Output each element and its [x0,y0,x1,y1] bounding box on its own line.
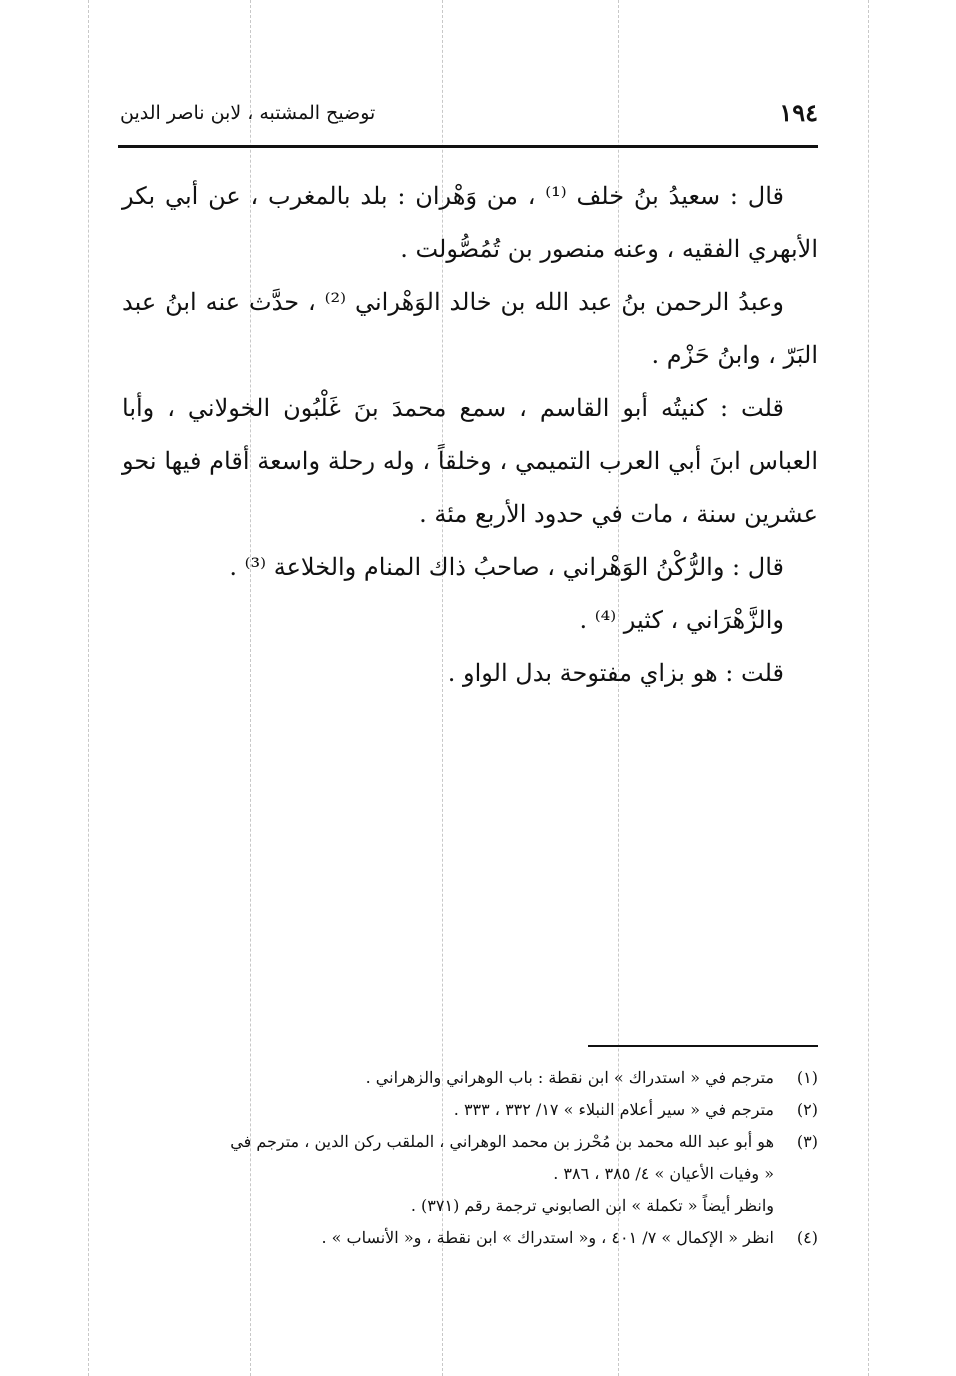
main-text [122,170,818,700]
scan-guide-line [88,0,89,1376]
footnote-continuation: « وفيات الأعيان » ٤/ ٣٨٥ ، ٣٨٦ . [553,1164,774,1183]
footnote-separator [588,1045,818,1047]
paragraph: قال : سعيدُ بنُ خلف ⁽¹⁾ ، من وَهْران : بلد بالمغرب ، عن أبي بكر الأبهري الفقيه ، وعنه منصور بن تُمُصُّولت . [122,182,818,263]
footnote-text: انظر « الإكمال » ٧/ ٤٠١ ، و« استدراك » ابن نقطة ، و« الأنساب » . [321,1228,774,1247]
paragraph: والزَّهْرَاني ، كثير ⁽⁴⁾ . [579,606,784,634]
footnote-number: (١) [796,1068,818,1087]
paragraph: قلت : هو بزاي مفتوحة بدل الواو . [447,659,784,687]
footnote-text: مترجم في « استدراك » ابن نقطة : باب الوهراني والزهراني . [365,1068,774,1087]
footnote-extra: وانظر أيضاً « تكملة » ابن الصابوني ترجمة رقم (٣٧١) . [410,1196,774,1215]
paragraph: قال : والرُّكْنُ الوَهْراني ، صاحبُ ذاك المنام والخلاعة ⁽³⁾ . [229,553,784,581]
footnote-text: هو أبو عبد الله محمد بن مُحْرز بن محمد الوهراني ، الملقب ركن الدين ، مترجم في [230,1132,774,1151]
header-rule [118,145,818,148]
page-number: ١٩٤ [779,98,818,127]
footnote [120,1094,818,1126]
paragraph: وعبدُ الرحمن بنُ عبد الله بن خالد الوَهْراني ⁽²⁾ ، حدَّث عنه ابنُ عبد البَرّ ، وابنُ حَزْم . [122,288,818,369]
footnote-number: (٢) [796,1100,818,1119]
paragraph: قلت : كنيتُه أبو القاسم ، سمع محمدَ بنَ غَلْبُون الخولاني ، وأبا العباس ابنَ أبي العرب التميمي ، وخلقاً ، وله رحلة واسعة أقام فيها نحو عشرين سنة ، مات في حدود الأربع مئة . [122,394,818,528]
page-header [120,90,818,136]
scan-guide-line [868,0,869,1376]
footnote [120,1222,818,1254]
running-title: توضيح المشتبه ، لابن ناصر الدين [120,102,376,124]
footnote-number: (٣) [796,1132,818,1151]
footnote-text: مترجم في « سير أعلام النبلاء » ١٧/ ٣٣٢ ، ٣٣٣ . [453,1100,774,1119]
footnotes [120,1062,818,1254]
footnote-number: (٤) [796,1228,818,1247]
footnote [120,1126,818,1158]
footnote [120,1062,818,1094]
